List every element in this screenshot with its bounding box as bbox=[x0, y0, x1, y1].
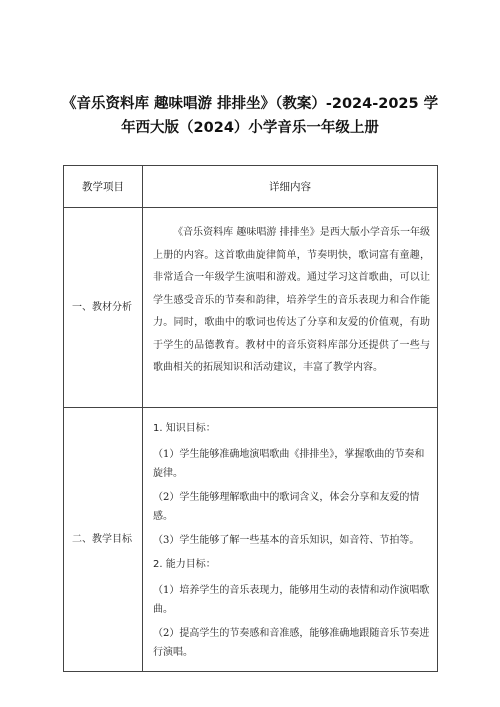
knowledge-goal-item: （1）学生能够准确地演唱歌曲《排排坐》，掌握歌曲的节奏和旋律。 bbox=[153, 449, 425, 479]
ability-goal-item: （1）培养学生的音乐表现力，能够用生动的表情和动作演唱歌曲。 bbox=[153, 585, 430, 615]
table-row bbox=[64, 408, 438, 672]
row-label-teaching-goals: 二、教学目标 bbox=[64, 408, 143, 672]
row-content-material-analysis bbox=[143, 208, 438, 408]
title-line-1: 《音乐资料库 趣味唱游 排排坐》（教案）-2024-2025 学 bbox=[62, 96, 439, 112]
header-teaching-item: 教学项目 bbox=[64, 166, 143, 208]
ability-goal-heading: 2. 能力目标： bbox=[153, 559, 216, 570]
row-label-material-analysis: 一、教材分析 bbox=[64, 208, 143, 408]
document-title bbox=[62, 92, 438, 140]
ability-goal-item: （2）提高学生的节奏感和音准感，能够准确地跟随音乐节奏进行演唱。 bbox=[153, 628, 430, 658]
knowledge-goal-item: （3）学生能够了解一些基本的音乐知识，如音符、节拍等。 bbox=[153, 535, 420, 546]
knowledge-goal-item: （2）学生能够理解歌曲中的歌词含义，体会分享和友爱的情感。 bbox=[153, 492, 420, 522]
lesson-plan-table bbox=[63, 165, 438, 672]
header-detail-content: 详细内容 bbox=[143, 166, 438, 208]
table-header-row bbox=[64, 166, 438, 208]
title-line-2: 年西大版（2024）小学音乐一年级上册 bbox=[121, 120, 379, 136]
row-content-teaching-goals bbox=[143, 408, 438, 672]
material-analysis-paragraph: 《音乐资料库 趣味唱游 排排坐》是西大版小学音乐一年级上册的内容。这首歌曲旋律简单，节奏明快，歌词富有童趣，非常适合一年级学生演唱和游戏。通过学习这首歌曲，可以让学生感受音乐的节奏和韵律，培养学生的音乐表现力和合作能力。同时，歌曲中的歌词也传达了分享和友爱的价值观，有助于学生的品德教育。教材中的音乐资料库部分还提供了一些与歌曲相关的拓展知识和活动建议，丰富了教学内容。 bbox=[153, 227, 430, 373]
teaching-goals-list bbox=[143, 408, 437, 671]
knowledge-goal-heading: 1. 知识目标： bbox=[153, 423, 216, 434]
table-row bbox=[64, 208, 438, 408]
